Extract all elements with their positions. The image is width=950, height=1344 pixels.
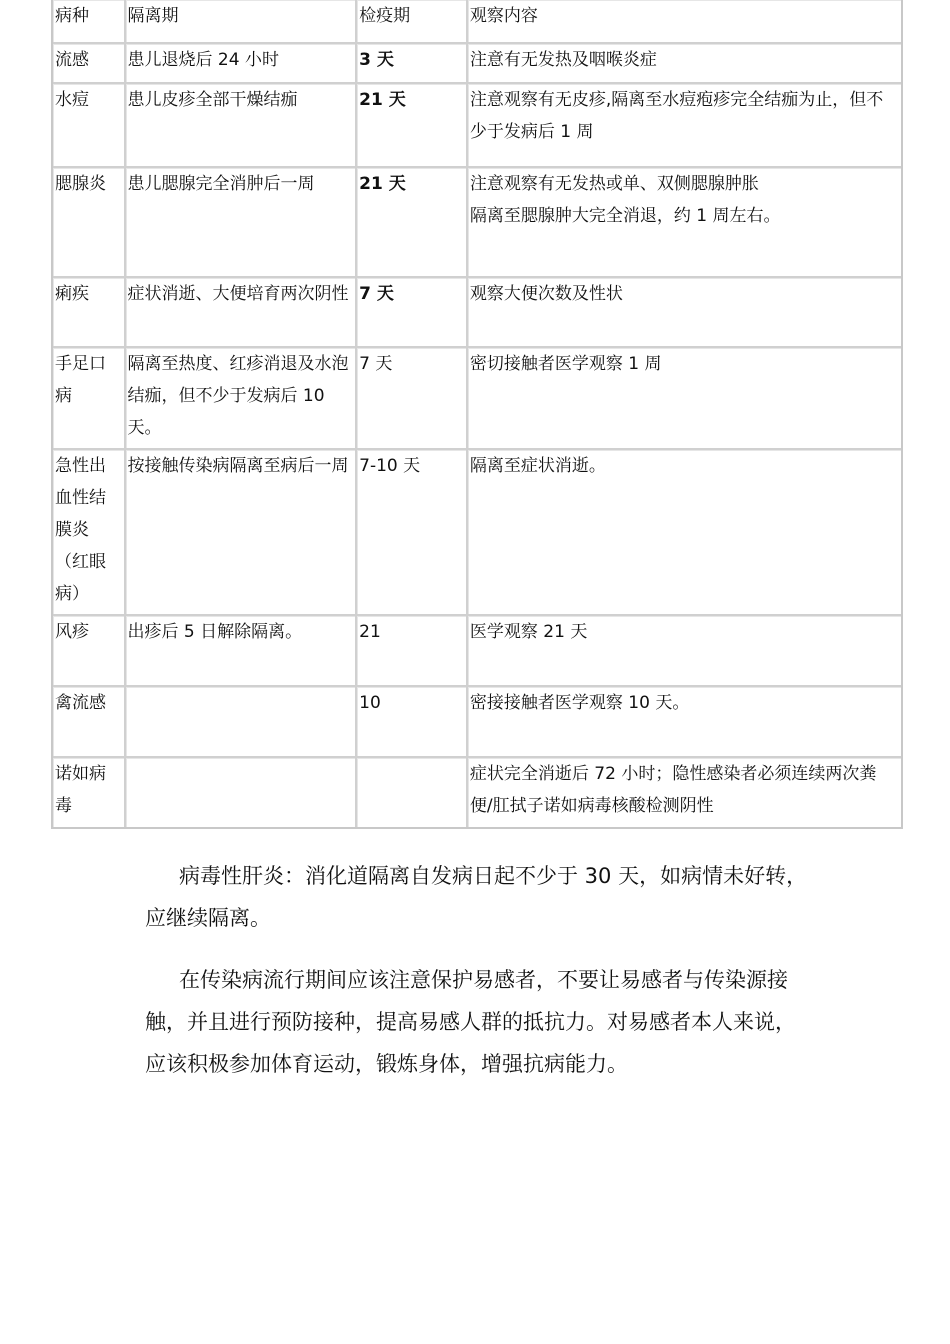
table-row xyxy=(53,44,901,84)
quarantine-table-container xyxy=(51,0,903,829)
table-row xyxy=(53,616,901,687)
header-observation: 观察内容 xyxy=(468,0,901,44)
table-row xyxy=(53,450,901,616)
table-row xyxy=(53,278,901,348)
quarantine-cell: 7-10 天 xyxy=(357,450,468,616)
table-row xyxy=(53,168,901,278)
disease-cell: 腮腺炎 xyxy=(53,168,126,278)
hepatitis-paragraph: 病毒性肝炎：消化道隔离自发病日起不少于 30 天，如病情未好转，应继续隔离。 xyxy=(145,864,808,930)
table-row xyxy=(53,687,901,758)
isolation-cell: 患儿腮腺完全消肿后一周 xyxy=(126,168,358,278)
disease-cell: 流感 xyxy=(53,44,126,84)
prevention-paragraph: 在传染病流行期间应该注意保护易感者，不要让易感者与传染源接触，并且进行预防接种，提高易感人群的抵抗力。对易感者本人来说，应该积极参加体育运动，锻炼身体，增强抗病能力。 xyxy=(145,968,796,1076)
observation-cell: 症状完全消逝后 72 小时；隐性感染者必须连续两次粪便/肛拭子诺如病毒核酸检测阴性 xyxy=(468,758,901,827)
observation-line-1: 注意观察有无发热或单、双侧腮腺肿胀 xyxy=(469,174,759,194)
table-row xyxy=(53,758,901,827)
quarantine-cell xyxy=(357,758,468,827)
quarantine-table xyxy=(53,0,901,827)
header-disease: 病种 xyxy=(53,0,126,44)
table-row xyxy=(53,348,901,450)
quarantine-cell: 21 天 xyxy=(357,168,468,278)
disease-cell: 手足口病 xyxy=(53,348,126,450)
header-quarantine: 检疫期 xyxy=(357,0,468,44)
header-isolation: 隔离期 xyxy=(126,0,358,44)
observation-cell: 观察大便次数及性状 xyxy=(468,278,901,348)
isolation-cell: 隔离至热度、红疹消退及水泡结痂，但不少于发病后 10 天。 xyxy=(126,348,358,450)
quarantine-cell: 7 天 xyxy=(357,348,468,450)
disease-cell: 风疹 xyxy=(53,616,126,687)
isolation-cell: 患儿退烧后 24 小时 xyxy=(126,44,358,84)
table-header-row xyxy=(53,0,901,44)
observation-line-2: 隔离至腮腺肿大完全消退，约 1 周左右。 xyxy=(469,206,781,226)
quarantine-cell: 3 天 xyxy=(357,44,468,84)
disease-cell: 诺如病毒 xyxy=(53,758,126,827)
quarantine-cell: 21 xyxy=(357,616,468,687)
observation-cell xyxy=(468,168,901,278)
disease-cell: 痢疾 xyxy=(53,278,126,348)
observation-cell: 密切接触者医学观察 1 周 xyxy=(468,348,901,450)
isolation-cell: 出疹后 5 日解除隔离。 xyxy=(126,616,358,687)
isolation-cell: 患儿皮疹全部干燥结痂 xyxy=(126,84,358,168)
disease-cell: 水痘 xyxy=(53,84,126,168)
isolation-cell xyxy=(126,758,358,827)
isolation-cell: 症状消逝、大便培育两次阴性 xyxy=(126,278,358,348)
isolation-cell: 按接触传染病隔离至病后一周 xyxy=(126,450,358,616)
observation-cell: 医学观察 21 天 xyxy=(468,616,901,687)
disease-cell: 禽流感 xyxy=(53,687,126,758)
quarantine-cell: 21 天 xyxy=(357,84,468,168)
observation-cell: 注意有无发热及咽喉炎症 xyxy=(468,44,901,84)
table-row xyxy=(53,84,901,168)
isolation-cell xyxy=(126,687,358,758)
disease-cell: 急性出血性结膜炎（红眼病） xyxy=(53,450,126,616)
observation-cell: 密接接触者医学观察 10 天。 xyxy=(468,687,901,758)
quarantine-cell: 10 xyxy=(357,687,468,758)
observation-cell: 隔离至症状消逝。 xyxy=(468,450,901,616)
quarantine-cell: 7 天 xyxy=(357,278,468,348)
observation-cell: 注意观察有无皮疹,隔离至水痘疱疹完全结痂为止，但不少于发病后 1 周 xyxy=(468,84,901,168)
